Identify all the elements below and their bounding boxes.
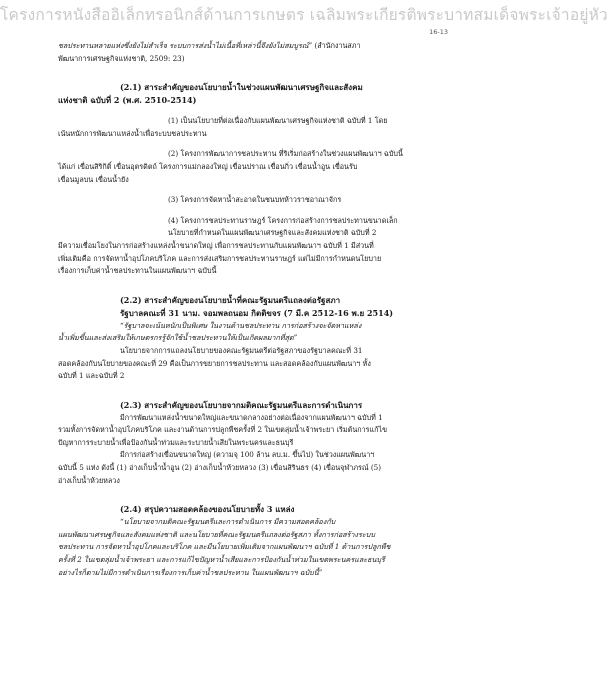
s23-paragraph-2-cont-2: อ่างเก็บน้ำห้วยหลวง (58, 475, 120, 485)
page-number: 16-13 (429, 28, 448, 36)
s23-paragraph-1-cont-2: ปัญหาการระบายน้ำเพื่อป้องกันน้ำท่วมและระบายน้ำเสียในพระนครและธนบุรี (58, 437, 294, 447)
s21-summary-cont-1: มีความเชื่อมโยงในการก่อสร้างแหล่งน้ำขนาดใหญ่ เพื่อการชลประทานกับแผนพัฒนาฯ ฉบับที่ 1 มีส่วนที่ (58, 240, 374, 250)
s24-quote-cont-4: อย่างไรก็ตามไม่มีการดำเนินการเรื่องการเก็บค่าน้ำชลประทาน ในแผนพัฒนาฯ ฉบับนี้” (58, 567, 323, 577)
section-2-2-heading: (2.2) สาระสำคัญของนโยบายน้ำที่คณะรัฐมนตรีแถลงต่อรัฐสภา (120, 294, 341, 305)
s24-quote-cont-3: ครั้งที่ 2 ในเขตลุ่มน้ำเจ้าพระยา และการแก้ไขปัญหาน้ำเสียและการป้องกันน้ำท่วมในเขตพระนครและธนบุรี (58, 555, 385, 565)
s21-item-1: (1) เป็นนโยบายที่ต่อเนื่องกับแผนพัฒนาเศรษฐกิจแห่งชาติ ฉบับที่ 1 โดย (168, 116, 388, 126)
s21-item-4: (4) โครงการชลประทานราษฎร์ โครงการก่อสร้างการชลประทานขนาดเล็ก (168, 215, 398, 225)
s21-summary: นโยบายที่กำหนดในแผนพัฒนาเศรษฐกิจและสังคมแห่งชาติ ฉบับที่ 2 (168, 228, 377, 238)
s23-paragraph-1: มีการพัฒนาแหล่งน้ำขนาดใหญ่และขนาดกลางอย่างต่อเนื่องจากแผนพัฒนาฯ ฉบับที่ 1 (120, 412, 383, 422)
s21-item-3: (3) โครงการจัดหาน้ำสะอาดในชนบทห้าวราชอาณาจักร (168, 195, 342, 205)
s21-summary-cont-3: เรื่องการเก็บค่าน้ำชลประทานในแผนพัฒนาฯ ฉบับนี้ (58, 266, 217, 276)
opening-quote-text: ชลประทานหลายแห่งซึ่งยังไม่สำเร็จ ระบบการส่งน้ำไม่เนื้อที่เหล่านี้จึงยังไม่สมบูรณ์” (58, 41, 313, 50)
s22-paragraph-cont-1: สอดคล้องกับนโยบายของคณะที่ 29 คือเป็นการขยายการชลประทาน และสอดคล้องกับแผนพัฒนาฯ ทั้ง (58, 358, 371, 368)
section-2-1-heading-cont: แห่งชาติ ฉบับที่ 2 (พ.ศ. 2510-2514) (58, 95, 197, 106)
s24-quote-cont-2: ชลประทาน การจัดหาน้ำอุปโภคและบริโภค และมีนโยบายเพิ่มเติมจากแผนพัฒนาฯ ฉบับที่ 1 ด้านการปลูกพืช (58, 542, 391, 552)
opening-quote-citation-1: (สำนักงานสภา (312, 41, 361, 50)
s24-quote-cont-1: แผนพัฒนาเศรษฐกิจและสังคมแห่งชาติ และนโยบายที่คณะรัฐมนตรีแถลงต่อรัฐสภา ทั้งการก่อสร้างระบบ (58, 529, 375, 539)
section-2-2-heading-cont: รัฐบาลคณะที่ 31 นาม. จอมพลถนอม กิตติขจร (7 มี.ค 2512-16 พ.ย 2514) (120, 307, 394, 318)
s22-quote-cont: น้ำเพิ่มขึ้นและส่งเสริมให้เกษตรกรรู้จักใช้น้ำชลประทานให้เป็นเกิดผลมากที่สุด” (58, 333, 298, 343)
s23-paragraph-1-cont-1: รวมทั้งการจัดหาน้ำอุปโภคบริโภค และงานด้านการปลูกพืชครั้งที่ 2 ในเขตลุ่มน้ำเจ้าพระยา เริ่มต้นการแก้ไข (58, 425, 387, 435)
section-2-4-heading: (2.4) สรุปความสอดคล้องของนโยบายทั้ง 3 แหล่ง (120, 504, 295, 515)
header-watermark: โครงการหนังสืออิเล็กทรอนิกส์ด้านการเกษตร เฉลิมพระเกียรติพระบาทสมเด็จพระเจ้าอยู่หัว (0, 6, 608, 24)
section-2-1-heading: (2.1) สาระสำคัญของนโยบายน้ำในช่วงแผนพัฒนาเศรษฐกิจและสังคม (120, 82, 363, 93)
s22-paragraph: นโยบายจากการแถลงนโยบายของคณะรัฐมนตรีต่อรัฐสภาของรัฐบาลคณะที่ 31 (120, 345, 363, 355)
opening-quote-citation-2: พัฒนาการเศรษฐกิจแห่งชาติ, 2509: 23) (58, 53, 185, 63)
s21-item-2-cont-2: เขื่อนมูลบน เขื่อนน้ำยัง (58, 174, 129, 184)
s21-item-2-cont-1: ได้แก่ เขื่อนสิริกิติ์ เขื่อนอุตรดิตถ์ โครงการแม่กลองใหญ่ เขื่อนปราณ เขื่อนกิ่ว เขื่อนน้ำอูน เขื่อนรับ (58, 161, 358, 171)
s22-quote: “รัฐบาลจะเน้นหนักเป็นพิเศษ ในงานด้านชลประทาน การก่อสร้างจะจัดหาแหล่ง (120, 320, 362, 330)
document-body (58, 40, 432, 579)
s21-item-1-cont: เน้นหนักการพัฒนาแหล่งน้ำเพื่อระบบชลประทาน (58, 128, 207, 138)
opening-quote (58, 40, 432, 53)
s23-paragraph-2: มีการก่อสร้างเขื่อนขนาดใหญ่ (ความจุ 100 ล้าน ลบ.ม. ขึ้นไป) ในช่วงแผนพัฒนาฯ (120, 450, 375, 460)
s23-paragraph-2-cont-1: ฉบับนี้ 5 แห่ง ดังนี้ (1) อ่างเก็บน้ำน้ำอูน (2) อ่างเก็บน้ำห้วยหลวง (3) เขื่อนสิรินธร (4) เขื่อนจุฬาภรณ์ (5) (58, 463, 382, 473)
s22-paragraph-cont-2: ฉบับที่ 1 และฉบับที่ 2 (58, 371, 125, 381)
s24-quote: “นโยบายจากมติคณะรัฐมนตรีและการดำเนินการ มีความสอดคล้องกับ (120, 517, 336, 527)
section-2-3-heading: (2.3) สาระสำคัญของนโยบายจากมติคณะรัฐมนตรีและการดำเนินการ (120, 399, 363, 410)
s21-summary-cont-2: เพิ่มเติมคือ การจัดหาน้ำอุปโภคบริโภค และการส่งเสริมการชลประทานราษฎร์ แต่ไม่มีการกำหนดนโยบาย (58, 253, 382, 263)
s21-item-2: (2) โครงการพัฒนาการชลประทาน ที่ริเริ่มก่อสร้างในช่วงแผนพัฒนาฯ ฉบับนี้ (168, 149, 403, 159)
